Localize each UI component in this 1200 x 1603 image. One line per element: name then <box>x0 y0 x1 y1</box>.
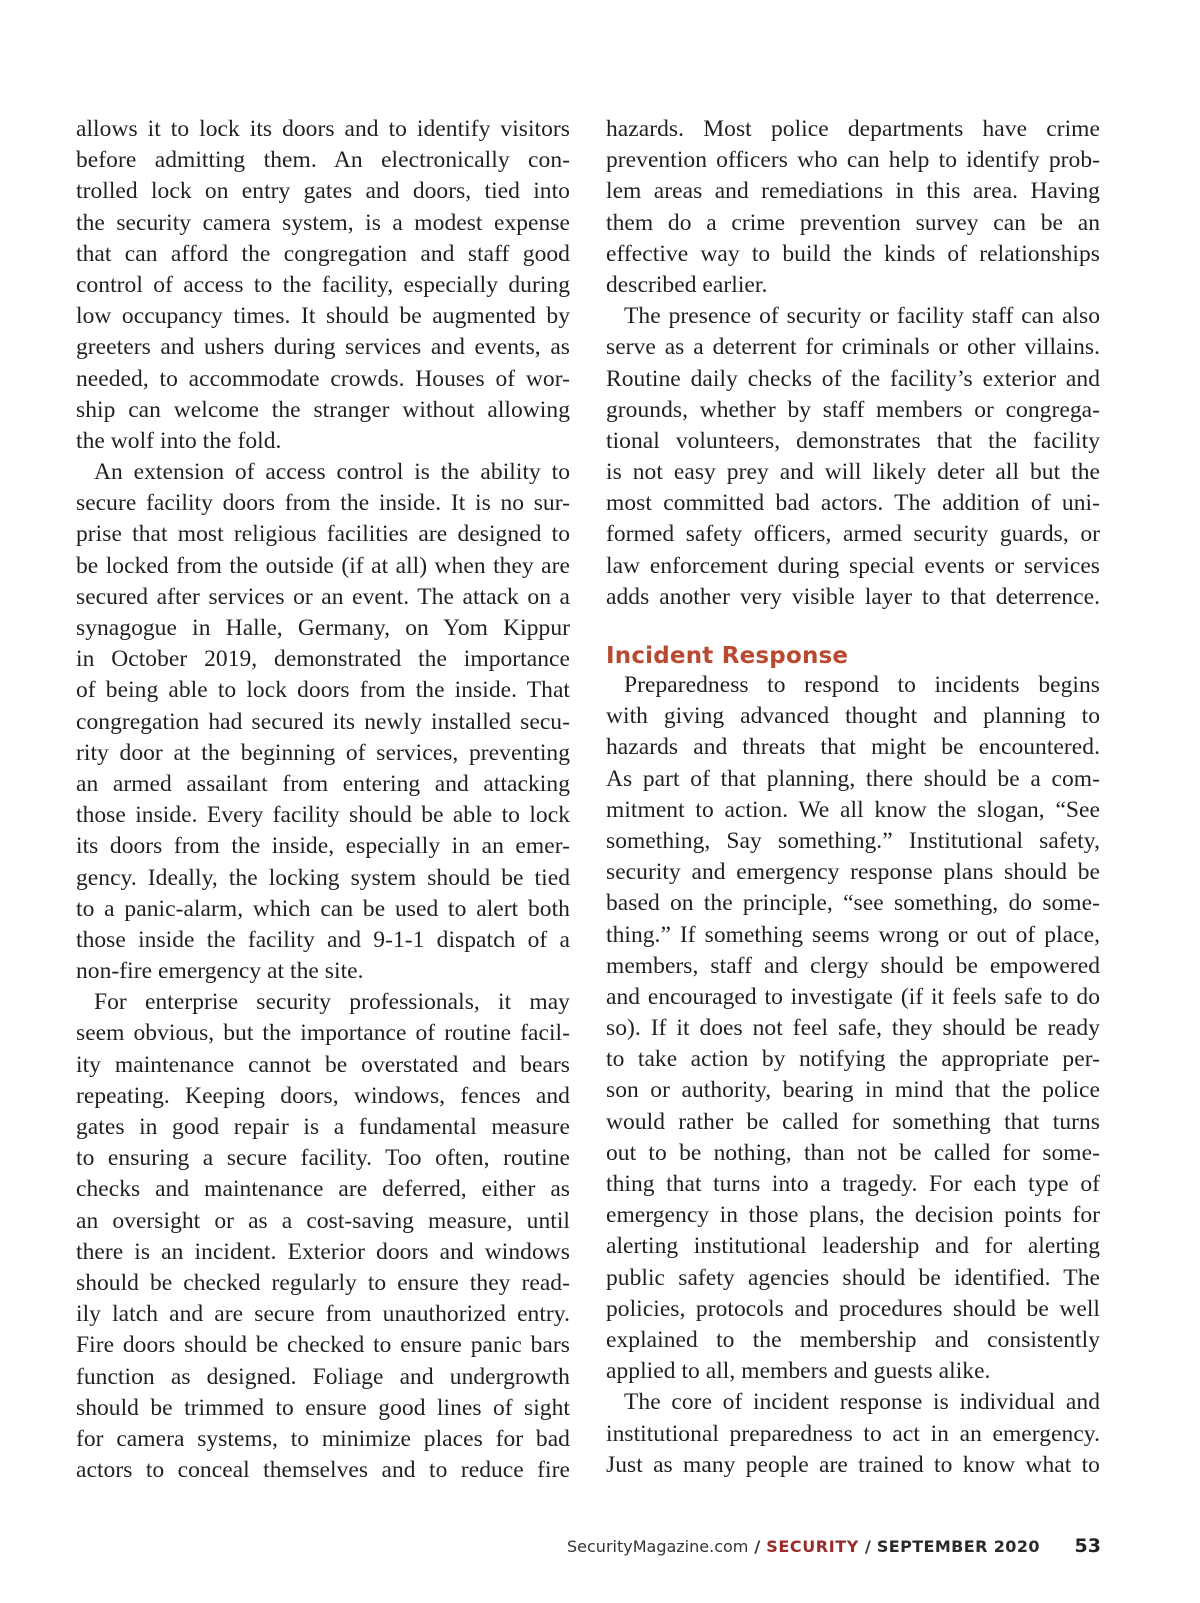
text-line: lem areas and remediations in this area. Having <box>606 178 1100 205</box>
text-line: of being able to lock doors from the inside. That <box>76 677 570 704</box>
text-line: thing.” If something seems wrong or out of place, <box>606 921 1100 948</box>
text-line: son or authority, bearing in mind that the police <box>606 1077 1100 1104</box>
text-line: The presence of security or facility staff can also <box>624 303 1100 330</box>
text-line: non-fire emergency at the site. <box>76 958 364 985</box>
text-line: secure facility doors from the inside. It is no sur- <box>76 490 570 517</box>
text-line: hazards and threats that might be encountered. <box>606 734 1100 761</box>
text-line: serve as a deterrent for criminals or other villains. <box>606 334 1100 361</box>
text-line: Fire doors should be checked to ensure panic bars <box>76 1332 570 1359</box>
text-line: low occupancy times. It should be augmented by <box>76 303 570 330</box>
text-line: an oversight or as a cost-saving measure, until <box>76 1207 570 1234</box>
text-line: Routine daily checks of the facility’s exterior and <box>606 365 1100 392</box>
text-line: members, staff and clergy should be empowered <box>606 952 1100 979</box>
text-line: alerting institutional leadership and for alerting <box>606 1233 1100 1260</box>
text-line: applied to all, members and guests alike. <box>606 1358 991 1385</box>
text-line: congregation had secured its newly installed secu- <box>76 708 570 735</box>
text-line: law enforcement during special events or services <box>606 552 1100 579</box>
text-line: function as designed. Foliage and undergrowth <box>76 1363 570 1390</box>
text-line: to take action by notifying the appropriate per- <box>606 1046 1100 1073</box>
text-line: tional volunteers, demonstrates that the facility <box>606 427 1100 454</box>
text-line: there is an incident. Exterior doors and windows <box>76 1238 570 1265</box>
footer-website: SecurityMagazine.com <box>567 1537 749 1556</box>
text-line: An extension of access control is the ability to <box>94 459 570 486</box>
text-line: be locked from the outside (if at all) when they are <box>76 552 570 579</box>
text-line: ity maintenance cannot be overstated and bears <box>76 1051 570 1078</box>
text-line: adds another very visible layer to that deterrence. <box>606 583 1100 610</box>
text-line: seem obvious, but the importance of routine facil- <box>76 1020 570 1047</box>
text-line: would rather be called for something that turns <box>606 1108 1100 1135</box>
text-line: for camera systems, to minimize places for bad <box>76 1425 570 1452</box>
text-line: The core of incident response is individual and <box>624 1389 1100 1416</box>
text-line: out to be nothing, than not be called for some- <box>606 1139 1100 1166</box>
text-line: should be checked regularly to ensure they read- <box>76 1269 570 1296</box>
text-line: policies, protocols and procedures should be well <box>606 1295 1100 1322</box>
text-line: Preparedness to respond to incidents begins <box>624 672 1100 698</box>
section-heading: Incident Response <box>606 643 849 669</box>
text-line: them do a crime prevention survey can be an <box>606 209 1100 236</box>
text-line: gates in good repair is a fundamental measure <box>76 1114 570 1140</box>
paragraph <box>606 1387 1100 1481</box>
text-line: the wolf into the fold. <box>76 427 282 454</box>
text-line: should be trimmed to ensure good lines of sight <box>76 1394 570 1421</box>
text-line: before admitting them. An electronically con- <box>76 147 570 174</box>
text-line: prevention officers who can help to identify prob- <box>606 147 1100 174</box>
text-line: with giving advanced thought and planning to <box>606 703 1100 730</box>
text-line: institutional preparedness to act in an emergency. <box>606 1420 1100 1447</box>
text-line: is not easy prey and will likely deter all but the <box>606 459 1100 486</box>
text-line: grounds, whether by staff members or congrega- <box>606 396 1100 423</box>
text-line: As part of that planning, there should be a com- <box>606 765 1100 792</box>
text-line: most committed bad actors. The addition of uni- <box>606 490 1100 517</box>
text-line: security and emergency response plans should be <box>606 859 1100 886</box>
text-line: explained to the membership and consistently <box>606 1326 1100 1353</box>
text-line: repeating. Keeping doors, windows, fences and <box>76 1082 570 1109</box>
text-line: that can afford the congregation and staff good <box>76 240 570 267</box>
text-line: synagogue in Halle, Germany, on Yom Kippur <box>76 615 570 641</box>
text-line: checks and maintenance are deferred, either as <box>76 1176 570 1203</box>
text-line: something, Say something.” Institutional safety, <box>606 827 1100 854</box>
footer-brand: SECURITY <box>766 1537 859 1556</box>
text-line: Just as many people are trained to know what to <box>606 1451 1100 1478</box>
text-line: the security camera system, is a modest expense <box>76 209 570 236</box>
text-line: allows it to lock its doors and to identify visitors <box>76 116 570 142</box>
text-line: public safety agencies should be identified. The <box>606 1264 1100 1291</box>
text-line: to ensuring a secure facility. Too often, routine <box>76 1145 570 1172</box>
text-line: formed safety officers, armed security guards, or <box>606 521 1100 548</box>
paragraph <box>606 670 1100 1387</box>
page-footer <box>567 1532 1107 1562</box>
text-line: hazards. Most police departments have crime <box>606 116 1100 142</box>
text-line: its doors from the inside, especially in an emer- <box>76 833 570 860</box>
right-column <box>606 114 1100 1481</box>
text-line: thing that turns into a tragedy. For each type of <box>606 1171 1100 1197</box>
text-line: actors to conceal themselves and to reduce fire <box>76 1457 570 1484</box>
text-line: prise that most religious facilities are designed to <box>76 521 570 548</box>
text-line: secured after services or an event. The attack on a <box>76 583 570 610</box>
footer-separator: / <box>864 1537 871 1556</box>
text-line: gency. Ideally, the locking system should be tied <box>76 864 570 891</box>
text-line: ship can welcome the stranger without allowing <box>76 396 570 423</box>
text-line: to a panic-alarm, which can be used to alert both <box>76 895 570 922</box>
text-line: and encouraged to investigate (if it feels safe to do <box>606 983 1100 1010</box>
text-line: ily latch and are secure from unauthorized entry. <box>76 1301 570 1328</box>
page-number: 53 <box>1074 1535 1101 1557</box>
footer-issue-date: SEPTEMBER 2020 <box>876 1537 1040 1556</box>
text-line: so). If it does not feel safe, they should be ready <box>606 1015 1100 1042</box>
left-column <box>76 114 570 1486</box>
text-line: rity door at the beginning of services, preventing <box>76 739 570 766</box>
paragraph <box>76 114 570 457</box>
text-line: trolled lock on entry gates and doors, tied into <box>76 178 570 205</box>
text-line: described earlier. <box>606 271 768 298</box>
text-line: greeters and ushers during services and events, as <box>76 334 570 361</box>
text-line: For enterprise security professionals, it may <box>94 989 570 1016</box>
text-line: an armed assailant from entering and attacking <box>76 770 570 797</box>
paragraph <box>606 301 1100 613</box>
paragraph <box>76 987 570 1486</box>
text-line: control of access to the facility, especially during <box>76 271 570 298</box>
text-line: mitment to action. We all know the slogan, “See <box>606 796 1100 823</box>
footer-separator: / <box>754 1537 761 1556</box>
paragraph <box>76 457 570 987</box>
text-line: in October 2019, demonstrated the importance <box>76 646 570 673</box>
text-line: based on the principle, “see something, do some- <box>606 890 1100 917</box>
text-line: needed, to accommodate crowds. Houses of wor- <box>76 365 570 392</box>
text-line: those inside the facility and 9-1-1 dispatch of a <box>76 926 570 953</box>
paragraph <box>606 114 1100 301</box>
text-line: those inside. Every facility should be able to lock <box>76 802 570 829</box>
text-line: emergency in those plans, the decision points for <box>606 1202 1100 1229</box>
text-line: effective way to build the kinds of relationships <box>606 240 1100 267</box>
